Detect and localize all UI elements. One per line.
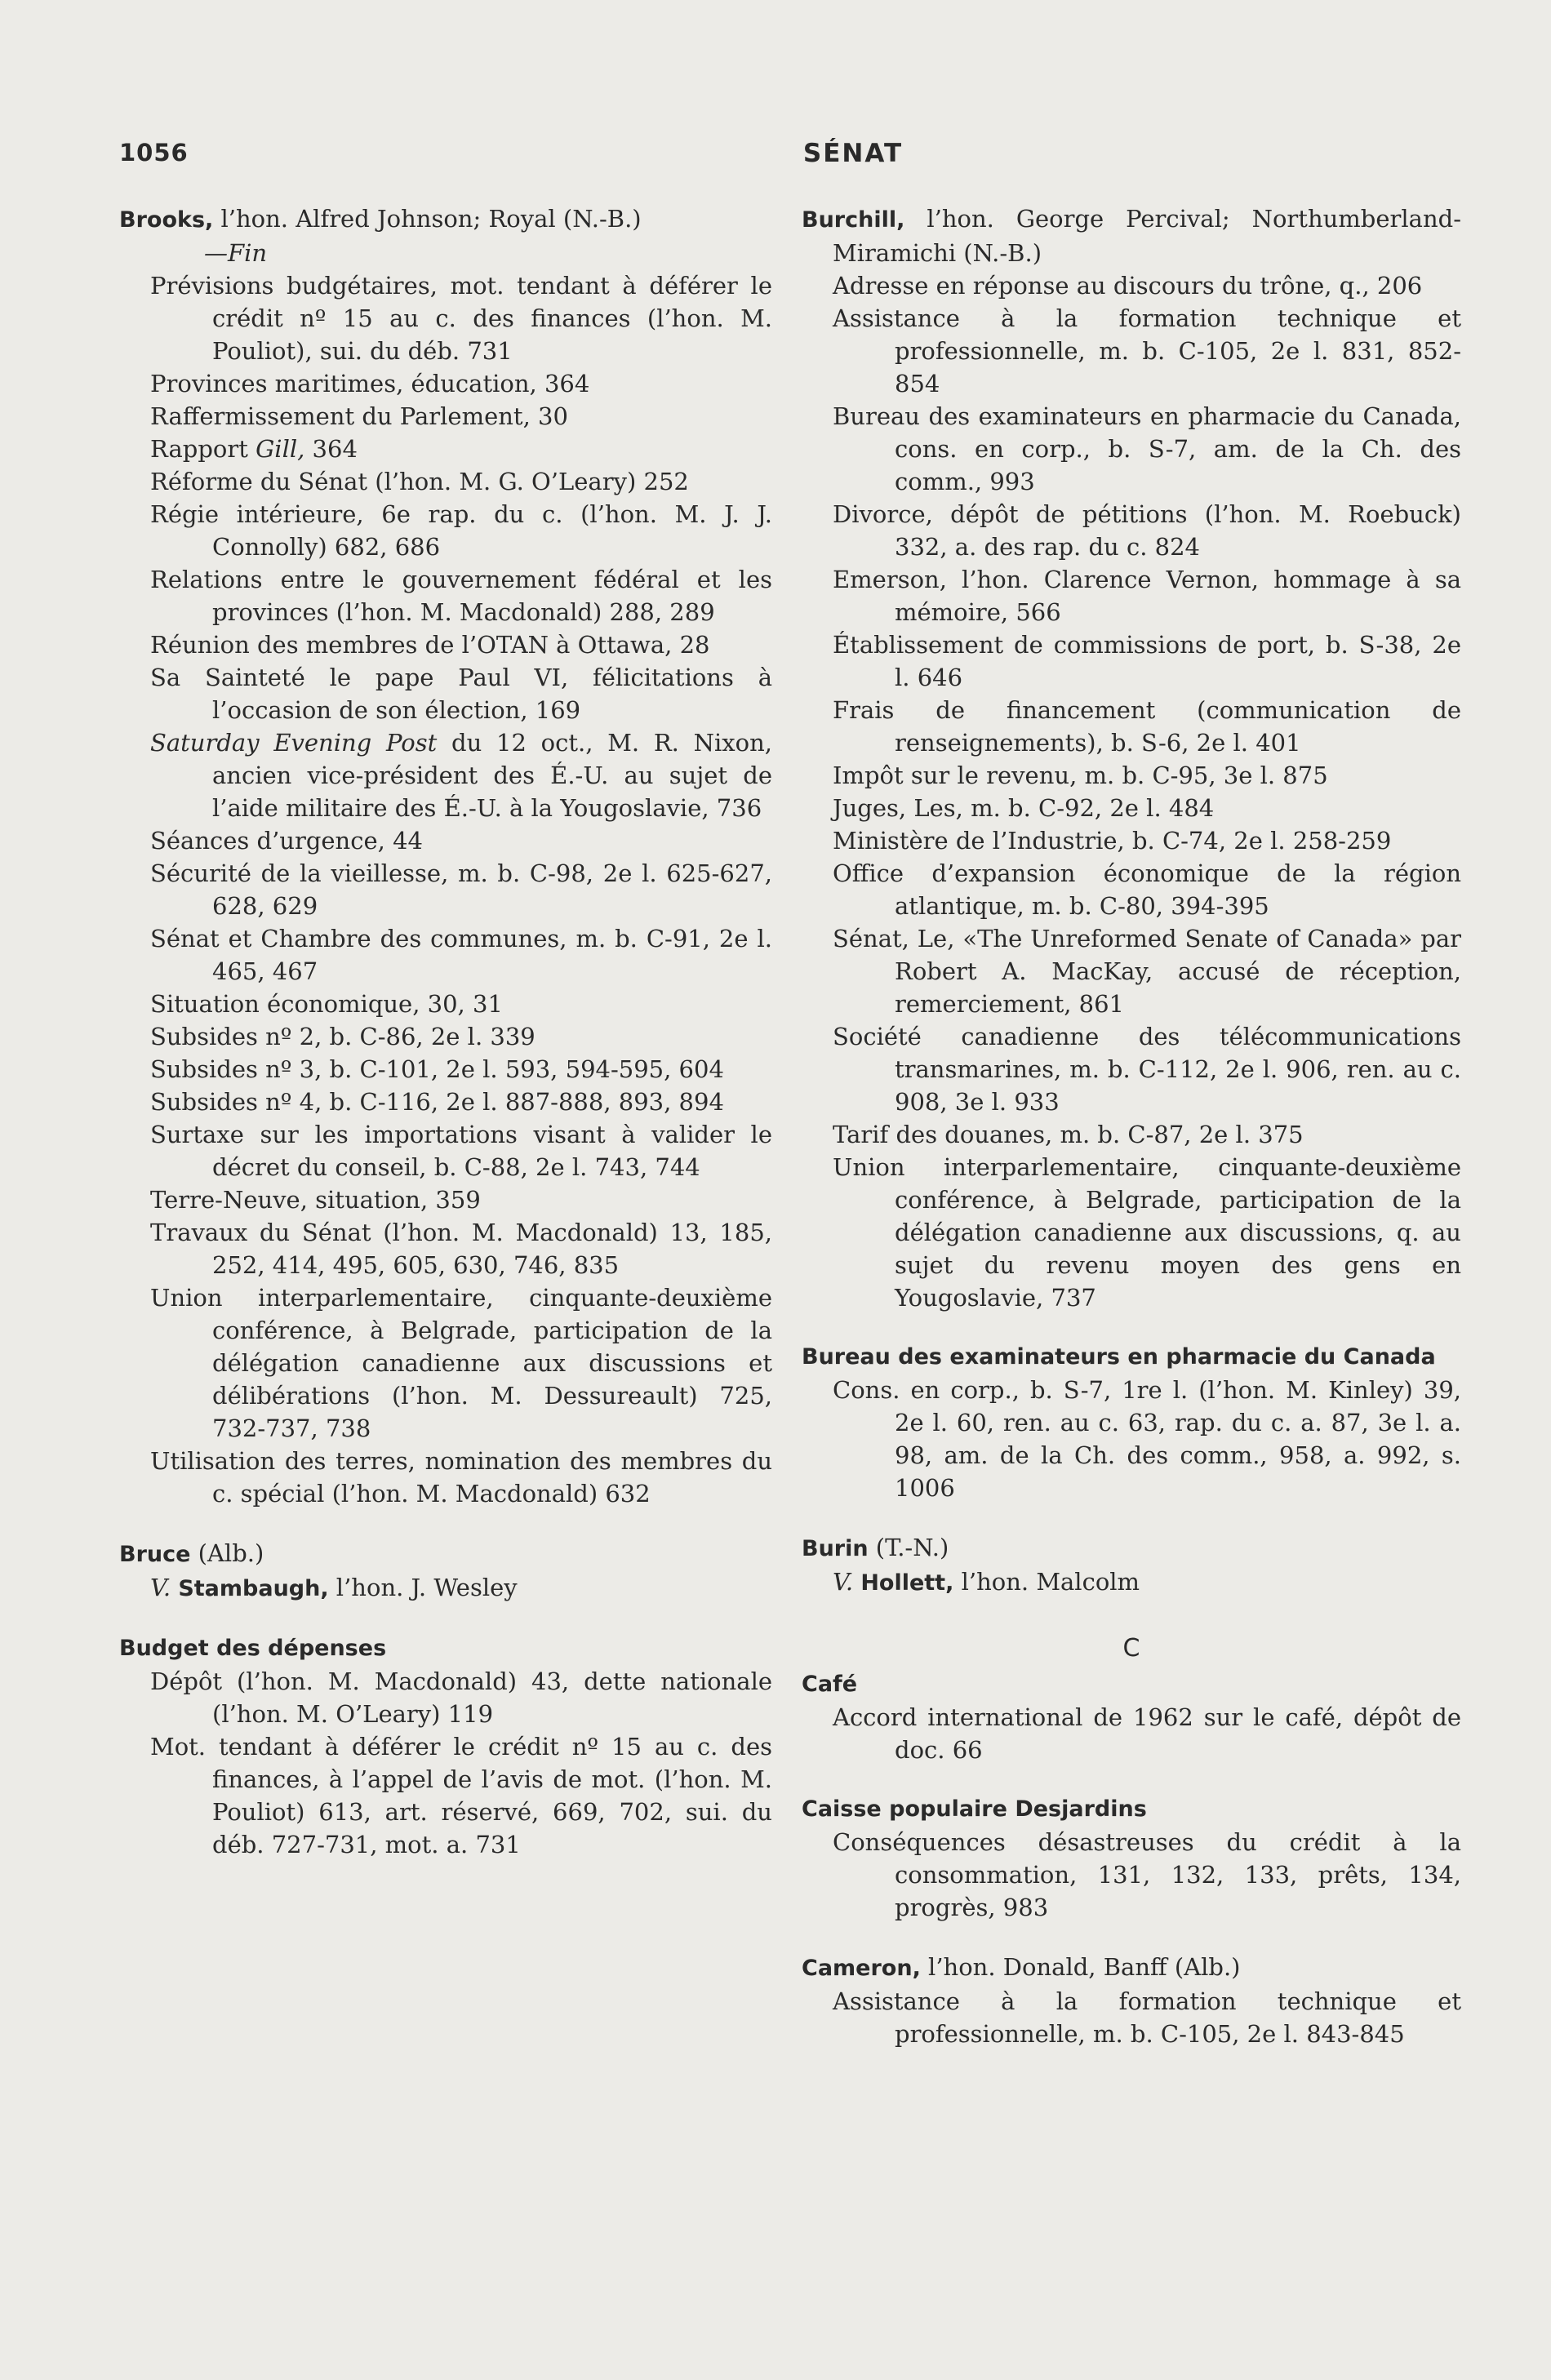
left-column xyxy=(119,202,772,1861)
sub-entry: Accord international de 1962 sur le café, dépôt de doc. 66 xyxy=(833,1703,1461,1764)
index-entry-bruce xyxy=(119,1537,772,1605)
sub-entry: Dépôt (l’hon. M. Macdonald) 43, dette nationale (l’hon. M. O’Leary) 119 xyxy=(150,1667,772,1728)
sub-entry: Union interparlementaire, cinquante-deuxième conférence, à Belgrade, participation de la délégation canadienne aux discussions et délibérations (l’hon. M. Dessureault) 725, 732-737, 738 xyxy=(150,1284,772,1442)
sub-entry: Impôt sur le revenu, m. b. C-95, 3e l. 875 xyxy=(833,762,1328,789)
section-letter: C xyxy=(1122,1634,1140,1663)
sub-entry-rapport-gill xyxy=(119,433,772,465)
sub-entry: Provinces maritimes, éducation, 364 xyxy=(150,370,590,397)
entry-name: Caisse populaire Desjardins xyxy=(802,1796,1147,1822)
entry-name: Burchill, xyxy=(802,207,905,233)
sub-entry-text: du 12 oct., M. R. Nixon, ancien vice-président des É.-U. au sujet de l’aide militaire des É.-U. à la Yougoslavie, 736 xyxy=(212,729,772,822)
sub-entry: Régie intérieure, 6e rap. du c. (l’hon. M. J. J. Connolly) 682, 686 xyxy=(150,500,772,561)
see-marker: V. xyxy=(833,1568,854,1596)
index-entry-cameron xyxy=(802,1951,1461,2050)
sub-entry: Frais de financement (communication de renseignements), b. S-6, 2e l. 401 xyxy=(833,696,1461,757)
sub-entry: Assistance à la formation technique et professionnelle, m. b. C-105, 2e l. 831, 852-854 xyxy=(833,304,1461,397)
sub-entry-italic: Saturday Evening Post xyxy=(150,729,438,757)
sub-entry: Subsides nº 4, b. C-116, 2e l. 887-888, 893, 894 xyxy=(150,1088,724,1116)
sub-entry: Sécurité de la vieillesse, m. b. C-98, 2e l. 625-627, 628, 629 xyxy=(150,859,772,920)
sub-entry-text: 364 xyxy=(304,435,358,463)
entry-name: Cameron, xyxy=(802,1956,921,1981)
entry-heading-rest: l’hon. George Percival; Northumberland-Miramichi (N.-B.) xyxy=(833,205,1461,267)
index-entry-burin xyxy=(802,1531,1461,1600)
see-name: Hollett, xyxy=(860,1570,954,1596)
sub-entry: Réunion des membres de l’OTAN à Ottawa, 28 xyxy=(150,631,710,659)
sub-entry: Subsides nº 2, b. C-86, 2e l. 339 xyxy=(150,1023,536,1050)
continued-marker: —Fin xyxy=(204,239,268,267)
entry-heading xyxy=(802,202,1461,269)
entry-name: Budget des dépenses xyxy=(119,1636,387,1661)
index-entry-cafe xyxy=(802,1668,1461,1766)
entry-heading xyxy=(802,1951,1461,1985)
sub-entry: Divorce, dépôt de pétitions (l’hon. M. Roebuck) 332, a. des rap. du c. 824 xyxy=(833,500,1461,561)
sub-entry: Utilisation des terres, nomination des membres du c. spécial (l’hon. M. Macdonald) 632 xyxy=(150,1447,772,1507)
sub-entry: Sa Sainteté le pape Paul VI, félicitations à l’occasion de son élection, 169 xyxy=(150,664,772,724)
sub-entry: Société canadienne des télécommunications transmarines, m. b. C-112, 2e l. 906, ren. au c. 908, 3e l. 933 xyxy=(833,1023,1461,1116)
sub-entry: Relations entre le gouvernement fédéral et les provinces (l’hon. M. Macdonald) 288, 289 xyxy=(150,566,772,626)
entry-heading xyxy=(119,1537,772,1571)
sub-entry: Surtaxe sur les importations visant à valider le décret du conseil, b. C-88, 2e l. 743, 744 xyxy=(150,1121,772,1181)
entry-name: Brooks, xyxy=(119,207,214,233)
page-number: 1056 xyxy=(119,139,189,167)
sub-entry-text: Rapport xyxy=(150,435,256,463)
entry-heading-rest: l’hon. Alfred Johnson; Royal (N.-B.) xyxy=(213,205,642,233)
sub-entry-italic: Gill, xyxy=(256,435,305,463)
index-entry-caisse-populaire xyxy=(802,1793,1461,1924)
see-name: Stambaugh, xyxy=(178,1576,329,1601)
sub-entry: Emerson, l’hon. Clarence Vernon, hommage à sa mémoire, 566 xyxy=(833,566,1461,626)
sub-entry: Adresse en réponse au discours du trône, q., 206 xyxy=(833,272,1423,300)
sub-entry: Terre-Neuve, situation, 359 xyxy=(150,1186,481,1214)
sub-entry: Réforme du Sénat (l’hon. M. G. O’Leary) 252 xyxy=(150,468,689,495)
sub-entry: Office d’expansion économique de la région atlantique, m. b. C-80, 394-395 xyxy=(833,859,1461,920)
sub-entry: Sénat, Le, «The Unreformed Senate of Canada» par Robert A. MacKay, accusé de réception, remerciement, 861 xyxy=(833,925,1461,1018)
entry-name: Café xyxy=(802,1672,858,1697)
sub-entry: Cons. en corp., b. S-7, 1re l. (l’hon. M. Kinley) 39, 2e l. 60, ren. au c. 63, rap. du c. a. 87, 3e l. a. 98, am. de la Ch. des comm., 958, a. 992, s. 1006 xyxy=(833,1376,1461,1502)
see-rest: l’hon. J. Wesley xyxy=(328,1574,518,1601)
sub-entry: Prévisions budgétaires, mot. tendant à déférer le crédit nº 15 au c. des finances (l’hon. M. Pouliot), sui. du déb. 731 xyxy=(150,272,772,365)
sub-entry: Subsides nº 3, b. C-101, 2e l. 593, 594-595, 604 xyxy=(150,1055,724,1083)
see-reference xyxy=(119,1571,772,1605)
sub-entry: Assistance à la formation technique et professionnelle, m. b. C-105, 2e l. 843-845 xyxy=(833,1987,1461,2048)
page-header xyxy=(119,139,1432,175)
sub-entry: Sénat et Chambre des communes, m. b. C-91, 2e l. 465, 467 xyxy=(150,925,772,985)
sub-entry: Conséquences désastreuses du crédit à la consommation, 131, 132, 133, prêts, 134, progrès, 983 xyxy=(833,1828,1461,1921)
sub-entry: Bureau des examinateurs en pharmacie du Canada, cons. en corp., b. S-7, am. de la Ch. des comm., 993 xyxy=(833,402,1461,495)
sub-entry: Mot. tendant à déférer le crédit nº 15 au c. des finances, à l’appel de l’avis de mot. (l’hon. M. Pouliot) 613, art. réservé, 669, 702, sui. du déb. 727-731, mot. a. 731 xyxy=(150,1733,772,1858)
see-reference xyxy=(802,1565,1461,1600)
right-column xyxy=(802,202,1461,2050)
see-rest: l’hon. Malcolm xyxy=(953,1568,1140,1596)
sub-entry: Séances d’urgence, 44 xyxy=(150,827,423,855)
entry-name: Bureau des examinateurs en pharmacie du Canada xyxy=(802,1344,1436,1370)
entry-heading xyxy=(802,1531,1461,1565)
entry-heading-rest: (T.-N.) xyxy=(868,1534,949,1561)
entry-heading xyxy=(119,202,772,237)
entry-name: Burin xyxy=(802,1536,869,1561)
see-marker: V. xyxy=(150,1574,171,1601)
sub-entry: Raffermissement du Parlement, 30 xyxy=(150,402,568,430)
sub-entry-saturday-evening-post xyxy=(119,726,772,824)
entry-heading-rest: (Alb.) xyxy=(190,1539,264,1567)
entry-heading-rest: l’hon. Donald, Banff (Alb.) xyxy=(920,1953,1241,1981)
sub-entry: Juges, Les, m. b. C-92, 2e l. 484 xyxy=(833,794,1215,822)
running-title: SÉNAT xyxy=(802,139,904,168)
sub-entry: Tarif des douanes, m. b. C-87, 2e l. 375 xyxy=(833,1121,1304,1148)
index-entry-burchill xyxy=(802,202,1461,1314)
sub-entry: Établissement de commissions de port, b. S-38, 2e l. 646 xyxy=(833,631,1461,691)
sub-entry: Union interparlementaire, cinquante-deuxième conférence, à Belgrade, participation de la délégation canadienne aux discussions, q. au sujet du revenu moyen des gens en Yougoslavie, 737 xyxy=(833,1153,1461,1312)
index-entry-budget xyxy=(119,1632,772,1861)
sub-entry: Ministère de l’Industrie, b. C-74, 2e l. 258-259 xyxy=(833,827,1392,855)
sub-entry: Travaux du Sénat (l’hon. M. Macdonald) 13, 185, 252, 414, 495, 605, 630, 746, 835 xyxy=(150,1219,772,1279)
index-entry-bureau-examinateurs xyxy=(802,1341,1461,1504)
entry-name: Bruce xyxy=(119,1542,191,1567)
sub-entry: Situation économique, 30, 31 xyxy=(150,990,503,1018)
index-entry-brooks xyxy=(119,202,772,1510)
